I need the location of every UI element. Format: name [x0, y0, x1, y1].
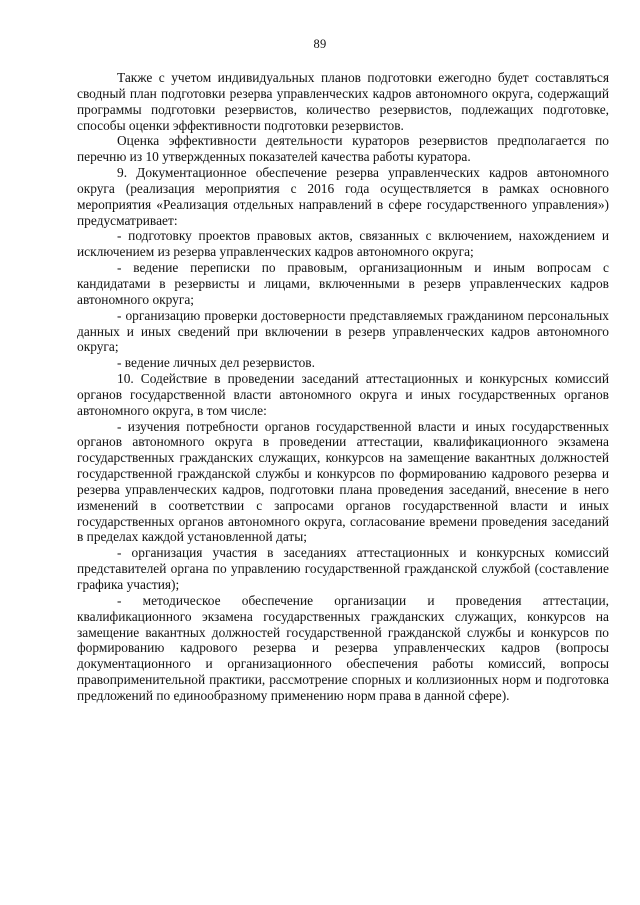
list-item-verification: - организацию проверки достоверности представляемых гражданином персональных данных и иных сведений при включении в резерв управленческих кадров автономного округа; — [77, 307, 609, 355]
paragraph-summary-plan: Также с учетом индивидуальных планов подготовки ежегодно будет составляться сводный план подготовки резерва управленческих кадров автономного округа, содержащий программы подготовки резервистов, количество резервистов, подлежащих подготовке, способы оценки эффективности подготовки резервистов. — [77, 70, 609, 133]
list-item-participation: - организация участия в заседаниях аттестационных и конкурсных комиссий представителей органа по управлению государственной гражданской службой (составление графика участия); — [77, 545, 609, 592]
paragraph-item-10: 10. Содействие в проведении заседаний аттестационных и конкурсных комиссий органов государственной власти автономного округа и иных государственных органов автономного округа, в том числе: — [77, 371, 609, 418]
list-item-correspondence: - ведение переписки по правовым, организационным и иным вопросам с кандидатами в резервисты и лицами, включенными в резерв управленческих кадров автономного округа; — [77, 260, 609, 307]
list-item-legal-acts: - подготовку проектов правовых актов, связанных с включением, нахождением и исключением из резерва управленческих кадров автономного округа; — [77, 228, 609, 260]
list-item-methodical-support: - методическое обеспечение организации и проведения аттестации, квалификационного экзамена государственных гражданских служащих, конкурсов на замещение вакантных должностей государственной гражданской службы и конкурсов по формированию кадрового резерва и резерва управленческих кадров (вопросы документационного и организационного обеспечения работы комиссий, вопросы правоприменительной практики, рассмотрение спорных и коллизионных норм и подготовка предложений по единообразному применению норм права в данной сфере). — [77, 592, 609, 703]
list-item-study-needs: - изучения потребности органов государственной власти и иных государственных органов автономного округа в проведении аттестации, квалификационного экзамена государственных гражданских служащих, конкурсов на замещение вакантных должностей государственной гражданской службы и конкурсов по формированию кадрового резерва и резерва управленческих кадров, подготовки плана проведения заседаний, внесение в него изменений в соответствии с запросами органов государственной власти и иных государственных органов автономного округа, согласование времени проведения заседаний в пределах каждой установленной даты; — [77, 418, 609, 545]
paragraph-curator-evaluation: Оценка эффективности деятельности кураторов резервистов предполагается по перечню из 10 утвержденных показателей качества работы куратора. — [77, 133, 609, 165]
document-body — [77, 70, 609, 704]
list-item-personal-files: - ведение личных дел резервистов. — [117, 355, 315, 371]
paragraph-item-9: 9. Документационное обеспечение резерва управленческих кадров автономного округа (реализация мероприятия с 2016 года осуществляется в рамках основного мероприятия «Реализация отдельных направлений в сфере государственного управления») предусматривает: — [77, 165, 609, 228]
page-number: 89 — [313, 37, 327, 51]
